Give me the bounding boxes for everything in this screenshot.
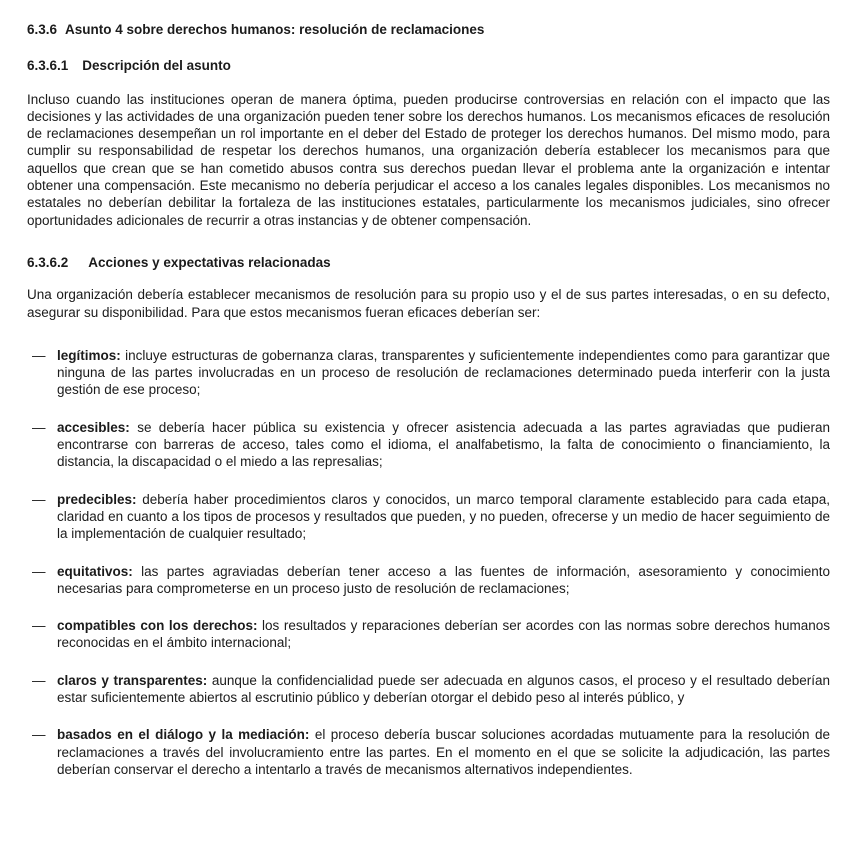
criteria-item-accesibles: [27, 419, 830, 471]
dash-bullet: —: [32, 419, 46, 435]
criteria-body: [57, 672, 830, 707]
criteria-body: [57, 491, 830, 543]
criteria-item-predecibles: [27, 491, 830, 543]
section-heading: [27, 21, 830, 38]
criteria-body: [57, 347, 830, 399]
criteria-item-legitimos: [27, 347, 830, 399]
criteria-description: incluye estructuras de gobernanza claras, transparentes y suficientemente independientes como para garantizar que ninguna de las partes involucradas en un proceso de resolución de reclamaciones determinado pueda interferir con la justa gestión de ese proceso;: [57, 347, 830, 398]
dash-bullet: —: [32, 347, 46, 363]
dash-bullet: —: [32, 672, 46, 688]
criteria-item-equitativos: [27, 563, 830, 598]
criteria-term: compatibles con los derechos:: [57, 618, 258, 634]
criteria-term: accesibles:: [57, 419, 130, 435]
criteria-list: [27, 347, 830, 778]
criteria-term: equitativos:: [57, 563, 133, 579]
dash-bullet: —: [32, 727, 46, 743]
subsection-1-heading: [27, 57, 830, 74]
section-title: Asunto 4 sobre derechos humanos: resolución de reclamaciones: [65, 22, 485, 37]
subsection-2-number: 6.3.6.2: [27, 254, 69, 270]
criteria-term: legítimos:: [57, 347, 121, 363]
criteria-item-dialogo-mediacion: [27, 726, 830, 778]
subsection-2-intro-paragraph: Una organización debería establecer mecanismos de resolución para su propio uso y el de sus partes interesadas, o en su defecto, asegurar su disponibilidad. Para que estos mecanismos fueran eficaces deberían ser:: [27, 287, 830, 320]
criteria-term: basados en el diálogo y la mediación:: [57, 727, 310, 743]
dash-bullet: —: [32, 563, 46, 579]
criteria-term: predecibles:: [57, 491, 137, 507]
criteria-description: las partes agraviadas deberían tener acceso a las fuentes de información, asesoramiento y conocimiento necesarias para comprometerse en un proceso justo de resolución de reclamaciones;: [57, 563, 830, 596]
criteria-term: claros y transparentes:: [57, 672, 208, 688]
criteria-description: se debería hacer pública su existencia y ofrecer asistencia adecuada a las partes agraviadas que pudieran encontrarse con barreras de acceso, tales como el idioma, el analfabetismo, la falta de conocimiento o financiamiento, la distancia, la discapacidad o el miedo a las represalias;: [57, 419, 830, 470]
section-number: 6.3.6: [27, 22, 58, 37]
criteria-item-compatibles: [27, 617, 830, 652]
subsection-1-title: Descripción del asunto: [82, 58, 231, 74]
criteria-body: [57, 419, 830, 471]
subsection-2-heading: [27, 254, 830, 271]
subsection-1-paragraph: Incluso cuando las instituciones operan de manera óptima, pueden producirse controversias en relación con el impacto que las decisiones y las actividades de una organización pueden tener sobre los derechos humanos. Los mecanismos eficaces de resolución de reclamaciones desempeñan un rol importante en el deber del Estado de proteger los derechos humanos. Del mismo modo, para cumplir su responsabilidad de respetar los derechos humanos, una organización debería establecer los mecanismos para que aquellos que crean que se han cometido abusos contra sus derechos puedan llevar el problema ante la organización e intentar obtener una compensación. Este mecanismo no debería perjudicar el acceso a los canales legales disponibles. Los mecanismos no estatales no deberían debilitar la fortaleza de las instituciones estatales, particularmente los mecanismos judiciales, sino ofrecer oportunidades adicionales de recurrir a otras instancias y de obtener compensación.: [27, 91, 830, 228]
criteria-item-claros-transparentes: [27, 672, 830, 707]
criteria-description: el proceso debería buscar soluciones acordadas mutuamente para la resolución de reclamaciones a través del involucramiento entre las partes. En el momento en el que se solicite la adjudicación, las partes deberían conservar el derecho a intentarlo a través de mecanismos alternativos independientes.: [57, 727, 830, 777]
criteria-description: debería haber procedimientos claros y conocidos, un marco temporal claramente establecido para cada etapa, claridad en cuanto a los tipos de procesos y resultados que pueden, y no pueden, ofrecerse y un medio de hacer seguimiento de la implementación de cualquier resultado;: [57, 491, 830, 542]
criteria-description: los resultados y reparaciones deberían ser acordes con las normas sobre derechos humanos reconocidas en el ámbito internacional;: [57, 618, 830, 651]
dash-bullet: —: [32, 618, 46, 634]
criteria-body: [57, 563, 830, 598]
criteria-body: [57, 726, 830, 778]
subsection-2-title: Acciones y expectativas relacionadas: [88, 254, 331, 270]
criteria-description: aunque la confidencialidad puede ser adecuada en algunos casos, el proceso y el resultado deberían estar suficientemente abiertos al escrutinio público y deberían otorgar el debido peso al interés público, y: [57, 672, 830, 706]
criteria-body: [57, 617, 830, 652]
subsection-1-number: 6.3.6.1: [27, 58, 69, 74]
dash-bullet: —: [32, 491, 46, 507]
